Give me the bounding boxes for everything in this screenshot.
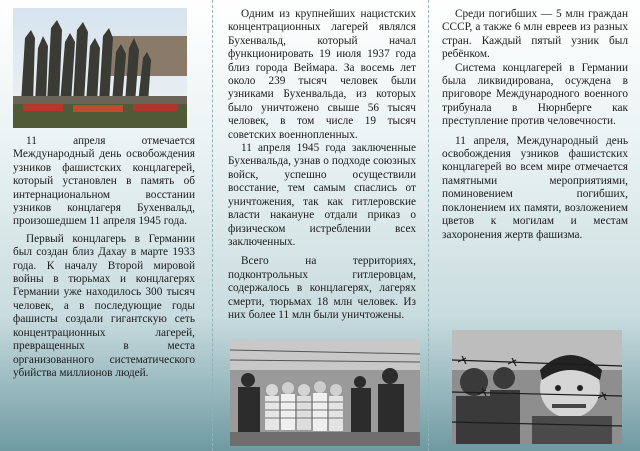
prisoners-behind-wire-photo <box>452 330 622 444</box>
right-text <box>442 8 628 242</box>
right-panel <box>429 0 640 451</box>
middle-panel <box>213 0 428 451</box>
right-paragraph-1: Среди погибших — 5 млн граждан СССР, а также 6 млн евреев из разных стран. Каждый пятый узник был ребёнком. <box>442 8 628 61</box>
left-text <box>13 135 195 380</box>
left-paragraph-1: 11 апреля отмечается Международный день освобождения узников фашистских концлагерей, который установлен в память об интернациональном восстании узников концлагеря Бухенвальд, произошедшем 11 апреля 1945 года. <box>13 135 195 228</box>
right-paragraph-2: Система концлагерей в Германии была ликвидирована, осуждена в приговоре Международного военного трибунала в Нюрнберге как преступление против человечности. <box>442 61 628 128</box>
middle-paragraph-1: Одним из крупнейших нацистских концентрационных лагерей являлся Бухенвальд, который начал функционировать 19 июля 1937 года близ города Веймара. За восемь лет около 239 тысяч человек были узниками Бухенвальда, из которых было уничтожено свыше 56 тысяч человек, в том числе 19 тысяч советских военнопленных. <box>228 8 416 141</box>
middle-paragraph-2: 11 апреля 1945 года заключенные Бухенвальда, узнав о подходе союзных войск, успешно осуществили восстание, тем самым спаслись от уничтожения, так как гитлеровские власти накануне отдали приказ о физическом истреблении всех заключенных. <box>228 142 416 248</box>
middle-paragraph-3: Всего на территориях, подконтрольных гитлеровцам, содержалось в концлагерях, лагерях смерти, тюрьмах 18 млн человек. Из них более 11 млн были уничтожены. <box>228 255 416 321</box>
memorial-sculpture-photo <box>13 8 187 128</box>
middle-text <box>228 8 416 322</box>
left-panel <box>0 0 212 451</box>
left-paragraph-2: Первый концлагерь в Германии был создан близ Дахау в марте 1933 года. К началу Второй мировой войны в тюрьмах и концлагерях Германии уже находилось 300 тысяч человек, а в последующие годы фашисты создали гигантскую сеть концентрационных лагерей, превращенных в места организованного систематического убийства миллионов людей. <box>13 232 195 379</box>
right-paragraph-3: 11 апреля, Международный день освобождения узников фашистских концлагерей во всем мире отмечается памятными мероприятиями, поминовением погибших, поклонением их памяти, возложением цветов к могилам и местам захоронения жертв фашизма. <box>442 134 628 241</box>
children-prisoners-photo <box>230 340 420 446</box>
